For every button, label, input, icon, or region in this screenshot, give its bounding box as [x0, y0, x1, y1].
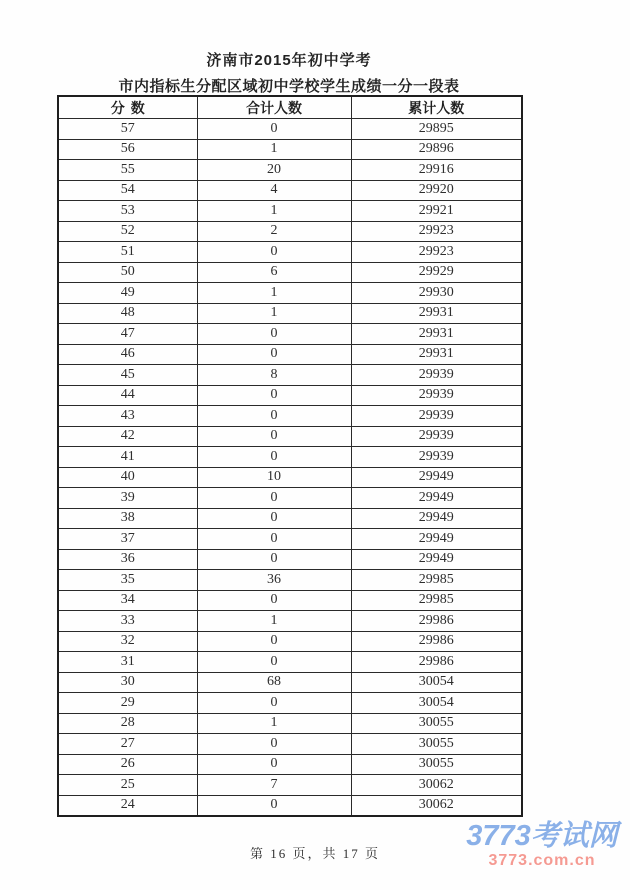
score-distribution-table: [57, 95, 523, 817]
score-cell: 51: [58, 242, 197, 263]
cumulative-cell: 29985: [351, 570, 522, 591]
table-row: [58, 672, 522, 693]
score-cell: 56: [58, 139, 197, 160]
count-cell: 1: [197, 303, 351, 324]
count-cell: 7: [197, 775, 351, 796]
table-row: [58, 180, 522, 201]
table-row: [58, 262, 522, 283]
score-cell: 28: [58, 713, 197, 734]
count-cell: 1: [197, 139, 351, 160]
table-header-row: [58, 96, 522, 119]
cumulative-cell: 29939: [351, 447, 522, 468]
count-cell: 0: [197, 406, 351, 427]
score-cell: 38: [58, 508, 197, 529]
cumulative-cell: 29949: [351, 508, 522, 529]
cumulative-cell: 29939: [351, 406, 522, 427]
table-row: [58, 529, 522, 550]
table-row: [58, 611, 522, 632]
cumulative-cell: 29895: [351, 119, 522, 140]
count-cell: 10: [197, 467, 351, 488]
table-row: [58, 324, 522, 345]
count-cell: 1: [197, 201, 351, 222]
table-row: [58, 406, 522, 427]
table-row: [58, 303, 522, 324]
table-row: [58, 242, 522, 263]
count-cell: 0: [197, 754, 351, 775]
count-cell: 0: [197, 590, 351, 611]
cumulative-cell: 29920: [351, 180, 522, 201]
cumulative-cell: 29923: [351, 221, 522, 242]
cumulative-cell: 29930: [351, 283, 522, 304]
count-cell: 1: [197, 283, 351, 304]
table-row: [58, 139, 522, 160]
table-row: [58, 570, 522, 591]
table-row: [58, 385, 522, 406]
score-cell: 41: [58, 447, 197, 468]
table-row: [58, 754, 522, 775]
count-cell: 0: [197, 549, 351, 570]
count-cell: 0: [197, 344, 351, 365]
score-cell: 31: [58, 652, 197, 673]
score-cell: 30: [58, 672, 197, 693]
count-cell: 0: [197, 385, 351, 406]
count-cell: 0: [197, 324, 351, 345]
score-cell: 45: [58, 365, 197, 386]
table-row: [58, 365, 522, 386]
count-cell: 0: [197, 488, 351, 509]
score-cell: 34: [58, 590, 197, 611]
count-cell: 0: [197, 529, 351, 550]
score-cell: 53: [58, 201, 197, 222]
table-row: [58, 795, 522, 816]
table-row: [58, 344, 522, 365]
cumulative-cell: 29931: [351, 324, 522, 345]
cumulative-cell: 29986: [351, 652, 522, 673]
score-cell: 33: [58, 611, 197, 632]
cumulative-cell: 30062: [351, 775, 522, 796]
score-cell: 57: [58, 119, 197, 140]
score-cell: 24: [58, 795, 197, 816]
cumulative-cell: 29921: [351, 201, 522, 222]
count-cell: 0: [197, 652, 351, 673]
cumulative-cell: 29986: [351, 611, 522, 632]
count-cell: 0: [197, 447, 351, 468]
count-cell: 0: [197, 795, 351, 816]
cumulative-cell: 29916: [351, 160, 522, 181]
count-cell: 20: [197, 160, 351, 181]
count-cell: 6: [197, 262, 351, 283]
cumulative-cell: 30055: [351, 713, 522, 734]
table-row: [58, 590, 522, 611]
score-cell: 29: [58, 693, 197, 714]
score-cell: 54: [58, 180, 197, 201]
table-row: [58, 447, 522, 468]
page-subtitle: 市内指标生分配区域初中学校学生成绩一分一段表: [118, 78, 460, 95]
cumulative-cell: 29896: [351, 139, 522, 160]
table-row: [58, 488, 522, 509]
watermark-logo: 3773考试网: [466, 820, 618, 852]
score-cell: 39: [58, 488, 197, 509]
column-header-0: 分数: [58, 96, 197, 119]
column-header-1: 合计人数: [197, 96, 351, 119]
score-cell: 55: [58, 160, 197, 181]
table-row: [58, 221, 522, 242]
score-cell: 27: [58, 734, 197, 755]
table-row: [58, 693, 522, 714]
score-cell: 44: [58, 385, 197, 406]
cumulative-cell: 29931: [351, 303, 522, 324]
cumulative-cell: 29949: [351, 529, 522, 550]
count-cell: 8: [197, 365, 351, 386]
score-cell: 36: [58, 549, 197, 570]
score-cell: 26: [58, 754, 197, 775]
count-cell: 0: [197, 734, 351, 755]
table-row: [58, 201, 522, 222]
count-cell: 0: [197, 426, 351, 447]
cumulative-cell: 29939: [351, 385, 522, 406]
score-cell: 37: [58, 529, 197, 550]
count-cell: 2: [197, 221, 351, 242]
cumulative-cell: 29949: [351, 488, 522, 509]
score-cell: 46: [58, 344, 197, 365]
count-cell: 1: [197, 713, 351, 734]
page-number: 第 16 页，共 17 页: [249, 846, 380, 861]
table-row: [58, 652, 522, 673]
cumulative-cell: 30055: [351, 734, 522, 755]
cumulative-cell: 29939: [351, 426, 522, 447]
score-cell: 32: [58, 631, 197, 652]
count-cell: 36: [197, 570, 351, 591]
cumulative-cell: 29923: [351, 242, 522, 263]
table-row: [58, 467, 522, 488]
score-cell: 50: [58, 262, 197, 283]
cumulative-cell: 29985: [351, 590, 522, 611]
cumulative-cell: 29986: [351, 631, 522, 652]
count-cell: 0: [197, 631, 351, 652]
count-cell: 0: [197, 693, 351, 714]
page-title: 济南市2015年初中学考: [206, 52, 372, 69]
score-cell: 25: [58, 775, 197, 796]
cumulative-cell: 29949: [351, 549, 522, 570]
table-row: [58, 549, 522, 570]
score-cell: 42: [58, 426, 197, 447]
watermark-url: 3773.com.cn: [488, 852, 596, 869]
score-cell: 40: [58, 467, 197, 488]
cumulative-cell: 30062: [351, 795, 522, 816]
table-row: [58, 631, 522, 652]
score-cell: 52: [58, 221, 197, 242]
table-row: [58, 734, 522, 755]
score-cell: 35: [58, 570, 197, 591]
table-row: [58, 283, 522, 304]
cumulative-cell: 29929: [351, 262, 522, 283]
cumulative-cell: 29931: [351, 344, 522, 365]
score-cell: 49: [58, 283, 197, 304]
score-cell: 48: [58, 303, 197, 324]
cumulative-cell: 29939: [351, 365, 522, 386]
count-cell: 0: [197, 242, 351, 263]
table-row: [58, 426, 522, 447]
cumulative-cell: 30054: [351, 672, 522, 693]
table-row: [58, 119, 522, 140]
watermark: [456, 822, 628, 869]
cumulative-cell: 30054: [351, 693, 522, 714]
document-titles: [57, 49, 521, 96]
count-cell: 68: [197, 672, 351, 693]
count-cell: 4: [197, 180, 351, 201]
count-cell: 0: [197, 508, 351, 529]
table-row: [58, 775, 522, 796]
count-cell: 0: [197, 119, 351, 140]
count-cell: 1: [197, 611, 351, 632]
score-cell: 43: [58, 406, 197, 427]
table-row: [58, 713, 522, 734]
column-header-2: 累计人数: [351, 96, 522, 119]
cumulative-cell: 30055: [351, 754, 522, 775]
table-row: [58, 160, 522, 181]
table-row: [58, 508, 522, 529]
score-cell: 47: [58, 324, 197, 345]
cumulative-cell: 29949: [351, 467, 522, 488]
